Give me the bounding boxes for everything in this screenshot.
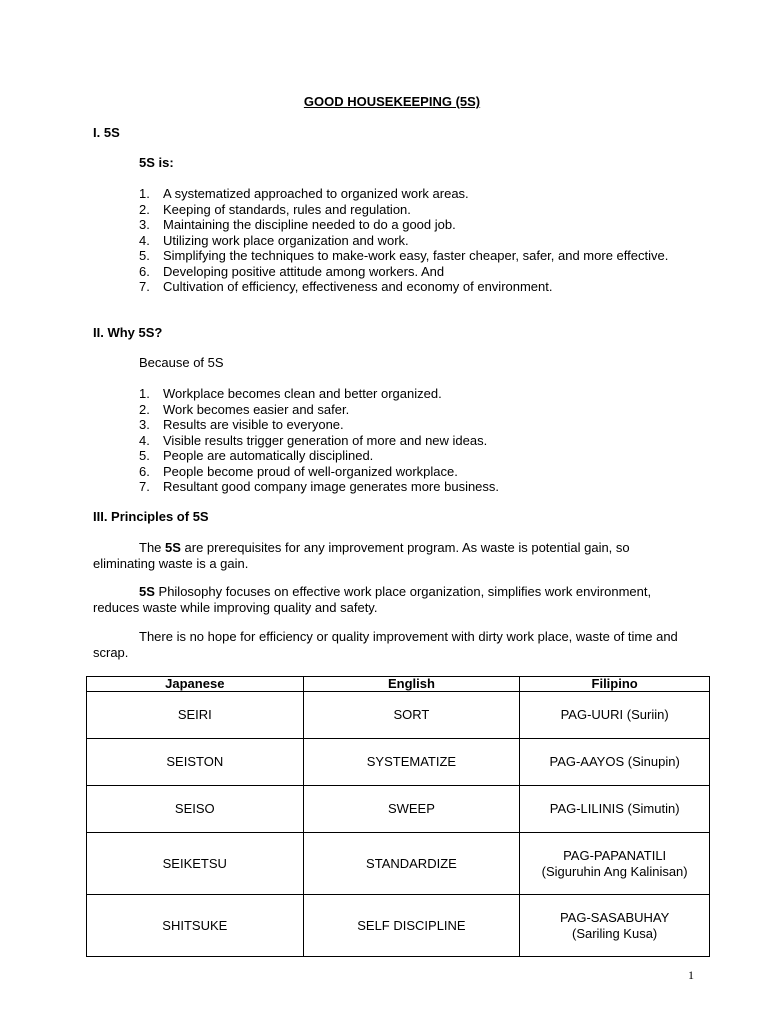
principles-paragraph-3: There is no hope for efficiency or quality improvement with dirty work place, waste of time and scrap. <box>93 629 678 660</box>
list-item: 7. Cultivation of efficiency, effectiveness and economy of environment. <box>139 279 553 294</box>
page-number: 1 <box>688 968 694 982</box>
list-item: 2. Keeping of standards, rules and regulation. <box>139 201 411 217</box>
five-s-table <box>86 676 710 957</box>
principles-paragraph-1: The 5S are prerequisites for any improvement program. As waste is potential gain, so eliminating waste is a gain. <box>93 540 630 571</box>
cell-filipino: PAG-LILINIS (Simutin) <box>520 786 710 833</box>
section-2-intro: Because of 5S <box>139 355 224 370</box>
cell-english: SORT <box>303 692 520 739</box>
document-title: GOOD HOUSEKEEPING (5S) <box>303 94 481 109</box>
table-header-row <box>87 677 710 692</box>
section-1-list <box>139 186 679 295</box>
principles-paragraph-2: 5S Philosophy focuses on effective work place organization, simplifies work environment, reduces waste while improving quality and safety. <box>93 584 652 615</box>
cell-english: SYSTEMATIZE <box>303 739 520 786</box>
cell-japanese: SEISO <box>87 786 304 833</box>
cell-japanese: SEIKETSU <box>87 833 304 895</box>
list-item: 4. Utilizing work place organization and work. <box>139 232 409 248</box>
list-item: 2. Work becomes easier and safer. <box>139 401 350 417</box>
section-2-list <box>139 386 679 495</box>
section-1-subheading: 5S is: <box>139 155 174 170</box>
cell-filipino: PAG-PAPANATILI (Siguruhin Ang Kalinisan) <box>520 833 710 895</box>
table-row <box>87 739 710 786</box>
cell-english: SELF DISCIPLINE <box>303 895 520 957</box>
cell-japanese: SEIRI <box>87 692 304 739</box>
list-item: 7. Resultant good company image generates more business. <box>139 479 500 494</box>
cell-japanese: SEISTON <box>87 739 304 786</box>
section-2-heading: II. Why 5S? <box>93 325 163 340</box>
list-item: 1. A systematized approached to organized work areas. <box>139 186 469 201</box>
list-item: 6. Developing positive attitude among workers. And <box>139 263 445 279</box>
list-item: 5. People are automatically disciplined. <box>139 448 374 463</box>
list-item: 5. Simplifying the techniques to make-work easy, faster cheaper, safer, and more effective. <box>139 248 669 263</box>
column-header-japanese: Japanese <box>87 677 304 692</box>
list-item: 3. Results are visible to everyone. <box>139 417 344 432</box>
list-item: 6. People become proud of well-organized workplace. <box>139 463 458 479</box>
list-item: 4. Visible results trigger generation of more and new ideas. <box>139 432 488 448</box>
cell-filipino: PAG-SASABUHAY (Sariling Kusa) <box>520 895 710 957</box>
cell-japanese: SHITSUKE <box>87 895 304 957</box>
table-row <box>87 786 710 833</box>
section-1-heading: I. 5S <box>93 125 120 140</box>
cell-filipino: PAG-AAYOS (Sinupin) <box>520 739 710 786</box>
table-row <box>87 895 710 957</box>
cell-english: SWEEP <box>303 786 520 833</box>
column-header-filipino: Filipino <box>520 677 710 692</box>
section-3-heading: III. Principles of 5S <box>93 509 209 524</box>
cell-filipino: PAG-UURI (Suriin) <box>520 692 710 739</box>
table-row <box>87 692 710 739</box>
table-row <box>87 833 710 895</box>
column-header-english: English <box>303 677 520 692</box>
list-item: 3. Maintaining the discipline needed to do a good job. <box>139 217 456 232</box>
cell-english: STANDARDIZE <box>303 833 520 895</box>
list-item: 1. Workplace becomes clean and better organized. <box>139 386 442 401</box>
